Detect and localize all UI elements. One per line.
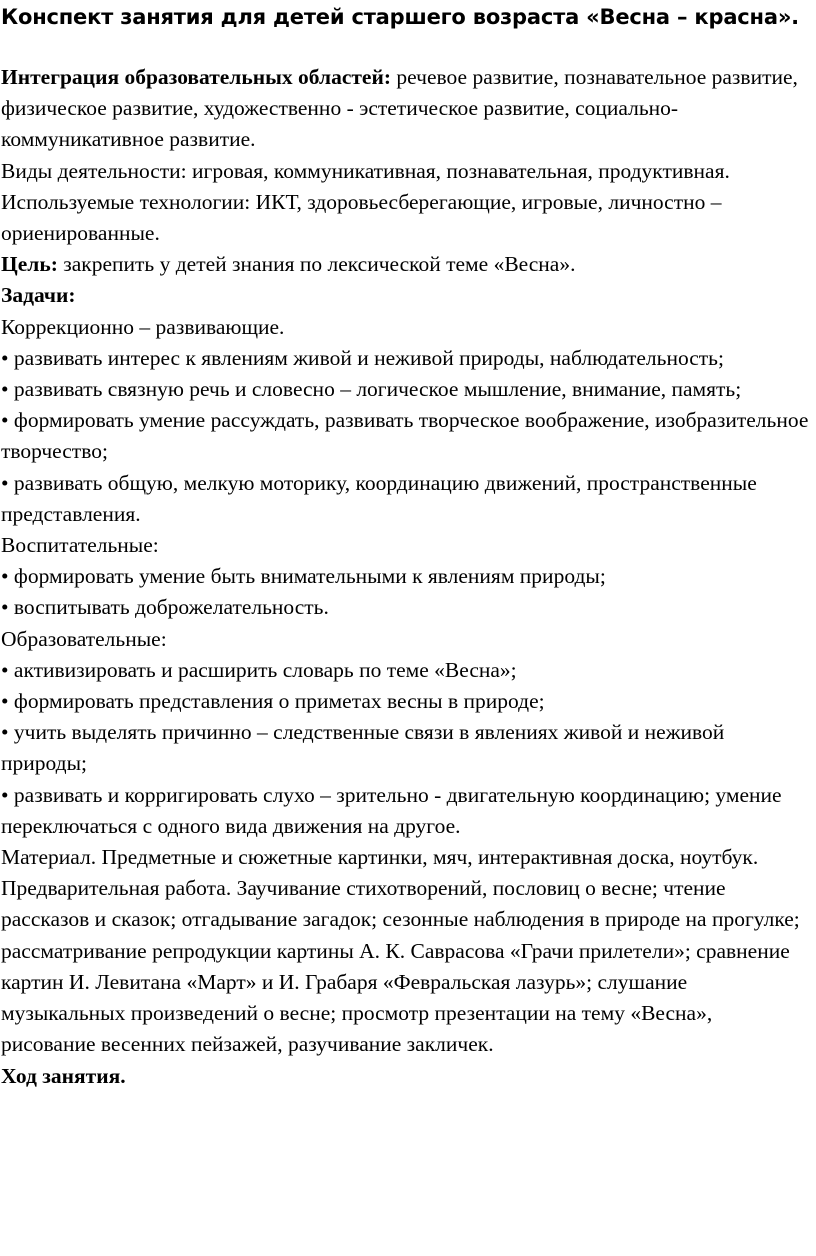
activity-types-paragraph: Виды деятельности: игровая, коммуникативная, познавательная, продуктивная. (1, 158, 730, 183)
upbringing-heading: Воспитательные: (1, 533, 159, 558)
educational-heading: Образовательные: (1, 626, 167, 651)
list-item: • учить выделять причинно – следственные связи в явлениях живой и неживой природы; (1, 720, 725, 776)
goal-label: Цель: (1, 252, 58, 277)
list-item: • развивать связную речь и словесно – логическое мышление, внимание, память; (1, 377, 742, 402)
list-item: • развивать и корригировать слухо – зрительно - двигательную координацию; умение переключаться с одного вида движения на другое. (1, 782, 782, 838)
lesson-progress-heading: Ход занятия. (1, 1063, 126, 1088)
list-item: • формировать представления о приметах весны в природе; (1, 689, 545, 714)
list-item: • развивать интерес к явлениям живой и неживой природы, наблюдательность; (1, 345, 724, 370)
integration-label: Интеграция образовательных областей: (1, 65, 392, 89)
document-body (1, 62, 810, 1061)
list-item: • формировать умение рассуждать, развивать творческое воображение, изобразительное творчество; (1, 408, 809, 464)
technologies-paragraph: Используемые технологии: ИКТ, здоровьесберегающие, игровые, личностно – ориенированные. (1, 189, 722, 246)
integration-text: речевое развитие, познавательное развитие, физическое развитие, художественно - эстетическое развитие, социально-коммуникативное развитие. (1, 65, 798, 152)
goal-paragraph (1, 249, 810, 280)
list-item: • активизировать и расширить словарь по теме «Весна»; (1, 657, 517, 682)
list-item: • формировать умение быть внимательными к явлениям природы; (1, 564, 606, 589)
preliminary-work-paragraph: Предварительная работа. Заучивание стихотворений, пословиц о весне; чтение рассказов и сказок; отгадывание загадок; сезонные наблюдения в природе на прогулке; рассматривание репродукции картины А. К. Саврасова «Грачи прилетели»; сравнение картин И. Левитана «Март» и И. Грабаря «Февральская лазурь»; слушание музыкальных произведений о весне; просмотр презентации на тему «Весна», рисование весенних пейзажей, разучивание закличек. (1, 876, 800, 1057)
list-item: • развивать общую, мелкую моторику, координацию движений, пространственные представления. (1, 470, 757, 526)
list-item: • воспитывать доброжелательность. (1, 595, 329, 620)
tasks-heading: Задачи: (1, 283, 76, 308)
correctional-heading: Коррекционно – развивающие. (1, 314, 285, 339)
integration-paragraph (1, 62, 810, 156)
material-paragraph: Материал. Предметные и сюжетные картинки, мяч, интерактивная доска, ноутбук. (1, 845, 759, 870)
blank-line (1, 32, 810, 62)
goal-text: закрепить у детей знания по лексической теме «Весна». (57, 252, 576, 277)
document-title: Конспект занятия для детей старшего возраста «Весна – красна». (1, 5, 799, 29)
